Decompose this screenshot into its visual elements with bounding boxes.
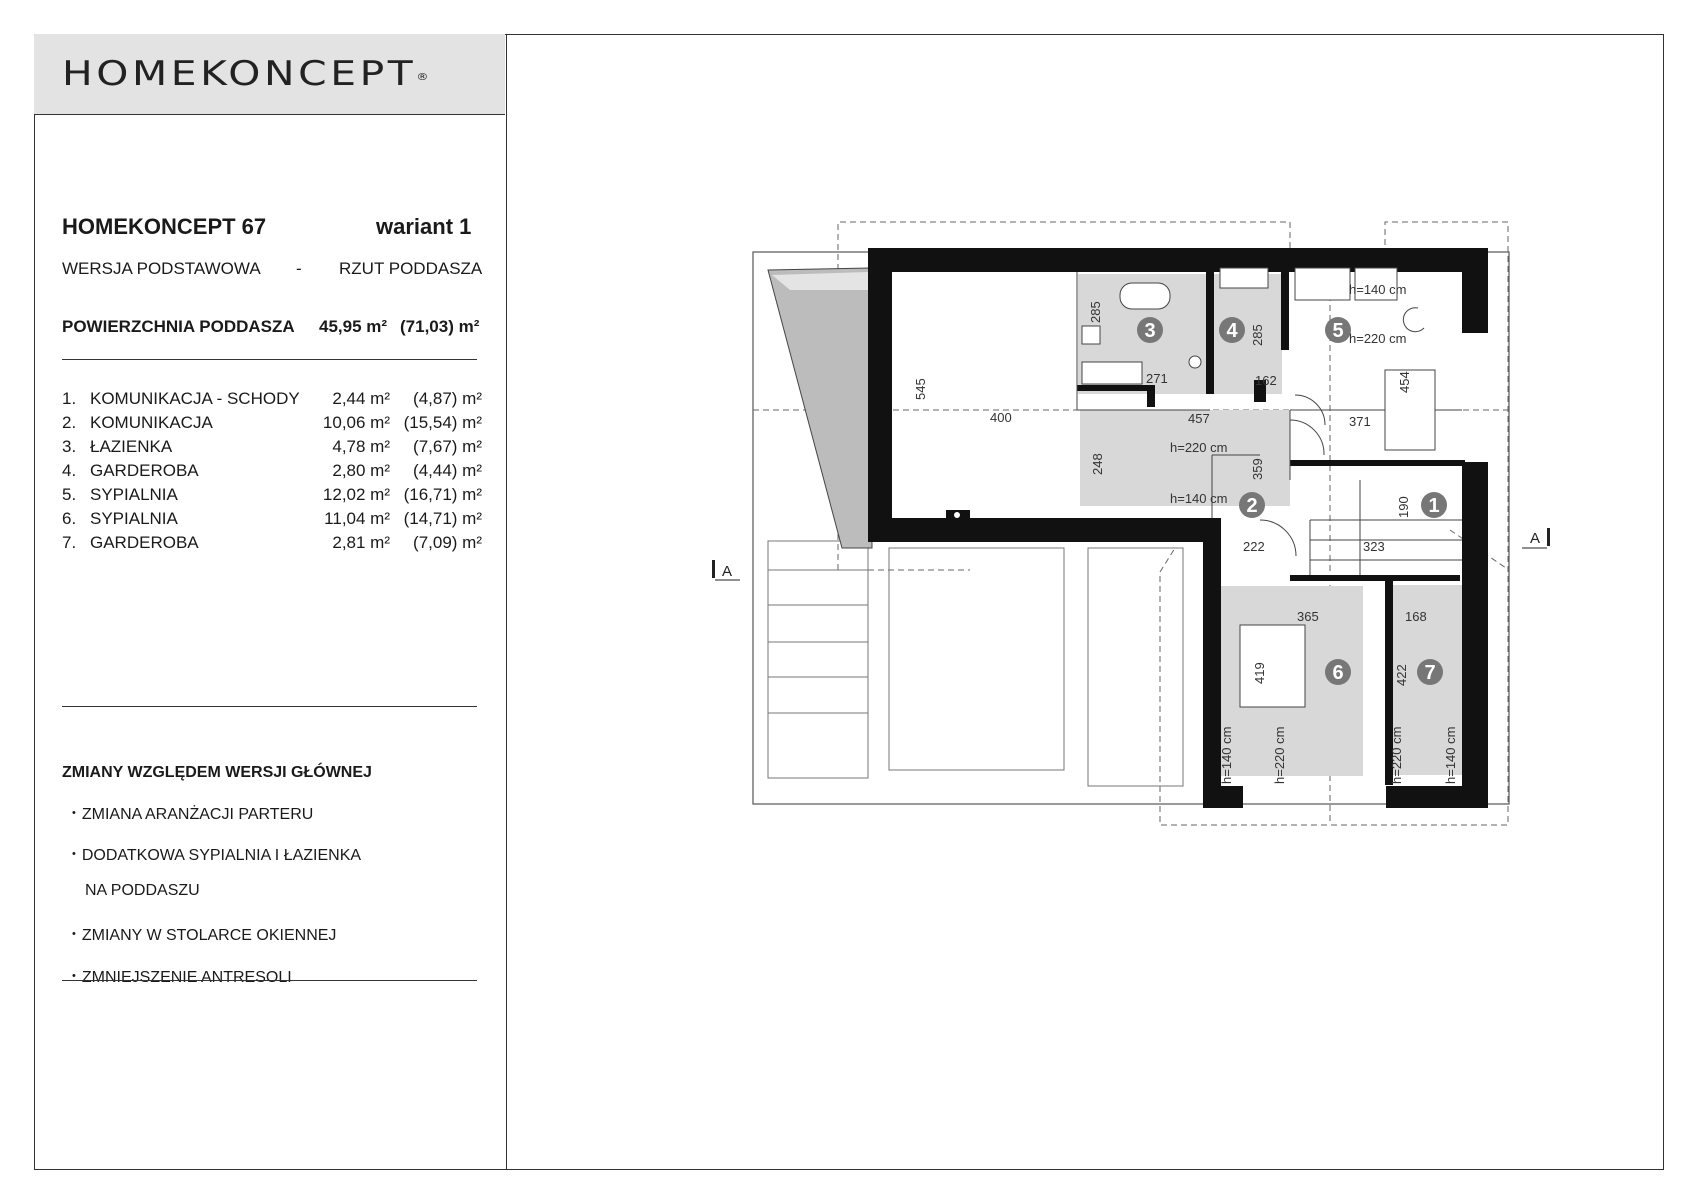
svg-text:5: 5 — [1332, 320, 1344, 342]
svg-text:371: 371 — [1349, 414, 1371, 429]
svg-text:A: A — [1530, 530, 1541, 547]
list-item: 2. KOMUNIKACJA 10,06 m² (15,54) m² — [62, 413, 482, 432]
svg-text:285: 285 — [1250, 324, 1265, 346]
variant-label: wariant 1 — [376, 214, 472, 239]
svg-text:h=140 cm: h=140 cm — [1170, 491, 1228, 506]
svg-text:h=140 cm: h=140 cm — [1443, 726, 1458, 784]
svg-text:2: 2 — [1246, 495, 1258, 517]
area-gross: (71,03) m² — [400, 317, 480, 336]
svg-text:359: 359 — [1250, 458, 1265, 480]
svg-text:7: 7 — [1424, 662, 1436, 684]
svg-text:h=140 cm: h=140 cm — [1349, 282, 1407, 297]
list-item: NA PODDASZU — [85, 882, 200, 899]
svg-text:3: 3 — [1144, 320, 1156, 342]
version-dash: - — [296, 259, 302, 278]
svg-text:h=220 cm: h=220 cm — [1349, 331, 1407, 346]
svg-text:454: 454 — [1397, 371, 1412, 393]
svg-text:271: 271 — [1146, 371, 1168, 386]
svg-text:457: 457 — [1188, 411, 1210, 426]
section-marker-left — [712, 560, 740, 580]
list-item: 3. ŁAZIENKA 4,78 m² (7,67) m² — [62, 437, 482, 456]
list-item: • ZMIANA ARANŻACJI PARTERU — [72, 806, 314, 823]
list-item: • ZMIANY W STOLARCE OKIENNEJ — [72, 927, 337, 944]
svg-text:h=220 cm: h=220 cm — [1170, 440, 1228, 455]
svg-text:4: 4 — [1226, 320, 1238, 342]
plan-type: RZUT PODDASZA — [339, 259, 483, 278]
svg-text:168: 168 — [1405, 609, 1427, 624]
svg-text:422: 422 — [1394, 664, 1409, 686]
ground-stairs — [768, 541, 1183, 786]
list-item: 6. SYPIALNIA 11,04 m² (14,71) m² — [62, 509, 482, 528]
section-marker-right — [1522, 528, 1550, 548]
project-title: HOMEKONCEPT 67 — [62, 214, 267, 239]
svg-text:1: 1 — [1428, 495, 1440, 517]
list-item: 4. GARDEROBA 2,80 m² (4,44) m² — [62, 461, 482, 480]
svg-text:365: 365 — [1297, 609, 1319, 624]
svg-text:323: 323 — [1363, 539, 1385, 554]
svg-text:545: 545 — [913, 378, 928, 400]
svg-text:h=220 cm: h=220 cm — [1389, 726, 1404, 784]
svg-text:162: 162 — [1255, 373, 1277, 388]
roof-wedge — [768, 265, 1078, 548]
svg-text:190: 190 — [1396, 496, 1411, 518]
brand-logo: HOMEKONCEPT® — [62, 54, 429, 94]
list-item: • DODATKOWA SYPIALNIA I ŁAZIENKA — [72, 847, 362, 864]
list-item: 7. GARDEROBA 2,81 m² (7,09) m² — [62, 533, 482, 552]
list-item: • ZMNIEJSZENIE ANTRESOLI — [72, 969, 292, 986]
svg-text:h=220 cm: h=220 cm — [1272, 726, 1287, 784]
svg-text:400: 400 — [990, 410, 1012, 425]
svg-text:h=140 cm: h=140 cm — [1219, 726, 1234, 784]
svg-text:285: 285 — [1088, 301, 1103, 323]
svg-text:6: 6 — [1332, 662, 1344, 684]
changes-heading: ZMIANY WZGLĘDEM WERSJI GŁÓWNEJ — [62, 764, 372, 781]
list-item: 1. KOMUNIKACJA - SCHODY 2,44 m² (4,87) m² — [62, 389, 482, 408]
version-label: WERSJA PODSTAWOWA — [62, 259, 261, 278]
svg-text:419: 419 — [1252, 662, 1267, 684]
registered-mark: ® — [416, 72, 429, 83]
svg-text:A: A — [722, 563, 733, 580]
list-item: 5. SYPIALNIA 12,02 m² (16,71) m² — [62, 485, 482, 504]
area-label: POWIERZCHNIA PODDASZA — [62, 317, 295, 336]
svg-text:248: 248 — [1090, 453, 1105, 475]
area-net: 45,95 m² — [319, 317, 388, 336]
svg-text:222: 222 — [1243, 539, 1265, 554]
